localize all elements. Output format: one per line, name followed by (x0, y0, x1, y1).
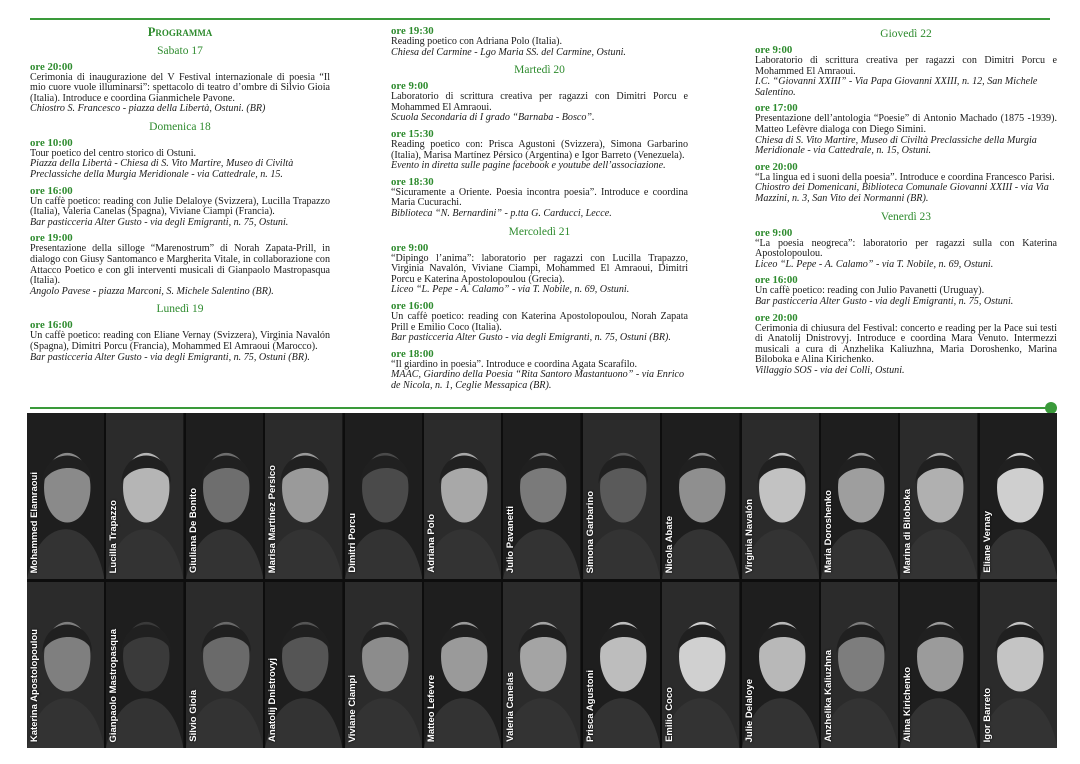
event-time: ore 19:00 (30, 232, 73, 245)
event-venue: Angolo Pavese - piazza Marconi, S. Michele Salentino (BR). (30, 285, 274, 297)
programme-event (391, 177, 688, 220)
event-description: “Dipingo l’anima”: laboratorio per ragazzi con Lucilla Trapazzo, Virginia Navalón, Viviane Ciampi, Mohammed El Amraoui, Dimitri Porcu e Katerina Apostolopoulou (Grecia). (391, 252, 688, 285)
portrait-name-label: Anzhelika Kaliuzhna (822, 650, 834, 742)
day-heading: Domenica 18 (149, 120, 211, 133)
portrait-name-label: Matteo Lefevre (425, 674, 437, 742)
event-description: Un caffè poetico: reading con Julio Pavanetti (Uruguay). (755, 285, 985, 297)
event-time: ore 15:30 (391, 127, 434, 140)
portrait-row-1 (27, 413, 1057, 579)
programme-column-1 (30, 26, 330, 363)
portrait-name-label: Dimitri Porcu (346, 513, 358, 573)
poet-portrait (980, 413, 1057, 579)
portrait-name-label: Maria Doroshenko (822, 490, 834, 573)
portrait-name-label: Marina di Biloboka (902, 488, 914, 573)
event-description: “La lingua ed i suoni della poesia”. Introduce e coordina Francesco Parisi. (755, 171, 1055, 183)
poet-portrait (742, 413, 819, 579)
day-heading: Giovedì 22 (880, 28, 932, 40)
event-description: Reading poetico con Adriana Polo (Italia). (391, 36, 562, 47)
portrait-name-label: Marisa Martínez Persico (267, 464, 279, 573)
portrait-name-label: Silvio Gioia (187, 690, 199, 742)
event-time: ore 18:30 (391, 175, 434, 188)
portrait-name-label: Giuliana De Bonito (187, 488, 199, 573)
programme-event (755, 275, 1057, 307)
event-description: Un caffè poetico: reading con Eliane Vernay (Svizzera), Virginia Navalón (Spagna), Dimitri Porcu (Francia), Mohammed El Amraoui (Marocco). (30, 330, 330, 352)
programme-event (30, 320, 330, 363)
portrait-name-label: Virginia Navalón (743, 498, 755, 573)
event-venue: Bar pasticceria Alter Gusto - via degli Emigranti, n. 75, Ostuni. (755, 295, 1014, 307)
portrait-name-label: Simona Garbarino (584, 490, 596, 573)
event-time: ore 16:00 (30, 319, 73, 332)
portrait-name-label: Prisca Agustoni (584, 670, 596, 742)
portrait-name-label: Katerina Apostolopoulou (29, 628, 40, 742)
portrait-name-label: Eliane Vernay (981, 511, 993, 573)
event-venue: Scuola Secondaria di I grado “Barnaba - Bosco”. (391, 112, 595, 124)
event-time: ore 20:00 (30, 60, 73, 73)
poet-portrait (821, 582, 898, 748)
event-time: ore 20:00 (755, 160, 798, 173)
event-venue: Piazza della Libertà - Chiesa di S. Vito Martire, Museo di Civiltà Preclassiche della Murgia Meridionale - via Cattedrale, n. 15. (30, 158, 294, 181)
portrait-name-label: Gianpaolo Mastropasqua (108, 628, 120, 742)
programme-event (391, 349, 688, 392)
poet-portrait (265, 413, 342, 579)
poets-photo-gallery (27, 413, 1057, 748)
portrait-name-label: Anatolij Dnistrovyj (267, 658, 279, 742)
event-description: Presentazione della silloge “Marenostrum” di Norah Zapata-Prill, in dialogo con Giusy Santomanco e Margherita Vitale, in collaborazione con Attacco Poetico e con gli interventi musicali di Gianpaolo Mastropasqua (Italia). (30, 243, 330, 287)
programme-title: Programma (147, 25, 213, 39)
poet-portrait (106, 413, 183, 579)
event-venue: Chiesa di S. Vito Martire, Museo di Civiltà Preclassiche della Murgia Meridionale - via Cattedrale, n. 15, Ostuni. (755, 134, 1037, 157)
poet-portrait (27, 582, 104, 748)
programme-event (391, 129, 688, 172)
event-venue: MAAC, Giardino della Poesia “Rita Santoro Mastantuono” - via Enrico de Nicola, n. 1, Ceglie Messapica (BR). (391, 369, 685, 391)
event-time: ore 16:00 (755, 274, 798, 287)
event-venue: Evento in diretta sulle pagine facebook e youtube dell’associazione. (391, 160, 666, 172)
portrait-name-label: Igor Barreto (981, 687, 993, 742)
poet-portrait (583, 413, 660, 579)
event-time: ore 10:00 (30, 136, 73, 149)
event-description: Reading poetico con: Prisca Agustoni (Svizzera), Simona Garbarino (Italia), Marisa Martínez Pérsico (Argentina) e Igor Barreto (Venezuela). (391, 138, 688, 161)
event-time: ore 9:00 (755, 44, 793, 56)
event-description: “Il giardino in poesia”. Introduce e coordina Agata Scarafilo. (391, 358, 638, 370)
programme-event (391, 243, 688, 296)
event-description: Laboratorio di scrittura creativa per ragazzi con Dimitri Porcu e Mohammed El Amraoui. (391, 91, 688, 113)
programme-event (755, 103, 1057, 156)
event-time: ore 19:30 (391, 25, 434, 37)
event-venue: Chiostro dei Domenicani, Biblioteca Comunale Giovanni XXIII - via Via Mazzini, n. 3, San Vito dei Normanni (BR). (755, 182, 1049, 204)
event-venue: Bar pasticceria Alter Gusto - via degli Emigranti, n. 75, Ostuni (BR). (30, 351, 310, 363)
event-description: Un caffè poetico: reading con Katerina Apostolopoulou, Norah Zapata Prill e Emilio Coco (Italia). (391, 310, 688, 333)
programme-event (755, 162, 1057, 205)
portrait-name-label: Alina Kirichenko (902, 667, 914, 742)
gallery-divider (30, 407, 1046, 409)
day-heading: Sabato 17 (157, 44, 203, 57)
poet-portrait (662, 582, 739, 748)
event-time: ore 9:00 (391, 80, 429, 93)
portrait-name-label: Mohammed Elamraoui (29, 471, 40, 573)
event-time: ore 20:00 (755, 311, 798, 324)
poet-portrait (345, 582, 422, 748)
poet-portrait (424, 413, 501, 579)
portrait-name-label: Julio Pavanetti (505, 505, 517, 573)
poet-portrait (265, 582, 342, 748)
event-description: Presentazione dell’antologia “Poesie” di Antonio Machado (1875 -1939). Matteo Lefèvre dialoga con Diego Simini. (755, 113, 1057, 135)
portrait-name-label: Emilio Coco (664, 687, 676, 742)
event-venue: Biblioteca “N. Bernardini” - p.tta G. Carducci, Lecce. (391, 207, 612, 219)
portrait-name-label: Adriana Polo (425, 514, 437, 573)
event-venue: Liceo “L. Pepe - A. Calamo” - via T. Nobile, n. 69, Ostuni. (391, 284, 630, 296)
poet-portrait (583, 582, 660, 748)
programme-column-3 (755, 26, 1057, 376)
poet-portrait (503, 582, 580, 748)
event-time: ore 16:00 (391, 299, 434, 312)
poet-portrait (424, 582, 501, 748)
poet-portrait (742, 582, 819, 748)
event-venue: Villaggio SOS - via dei Colli, Ostuni. (755, 364, 905, 376)
programme-event (391, 81, 688, 124)
top-divider (30, 18, 1050, 20)
portrait-name-label: Viviane Ciampi (346, 674, 358, 742)
poet-portrait (186, 413, 263, 579)
event-description: “Sicuramente a Oriente. Poesia incontra poesia”. Introduce e coordina Maria Cucurachi. (391, 186, 688, 209)
poet-portrait (900, 413, 977, 579)
event-description: “La poesia neogreca”: laboratorio per ragazzi sulla con Katerina Apostolopoulou. (755, 237, 1057, 260)
event-time: ore 16:00 (30, 184, 73, 197)
poet-portrait (900, 582, 977, 748)
day-heading: Venerdì 23 (880, 210, 932, 223)
portrait-name-label: Julie Delaloye (743, 678, 755, 742)
day-heading: Mercoledì 21 (508, 225, 571, 238)
programme-event (30, 138, 330, 181)
portrait-name-label: Valeria Canelas (505, 672, 517, 742)
programme-event (391, 301, 688, 344)
event-venue: I.C. “Giovanni XXIII” - Via Papa Giovanni XXIII, n. 12, San Michele Salentino. (755, 76, 1038, 98)
event-description: Tour poetico del centro storico di Ostuni. (30, 147, 197, 159)
event-venue: Chiesa del Carmine - Lgo Maria SS. del Carmine, Ostuni. (391, 46, 626, 58)
poet-portrait (106, 582, 183, 748)
programme-event (30, 62, 330, 115)
poet-portrait (503, 413, 580, 579)
portrait-name-label: Nicola Abate (664, 515, 676, 573)
poet-portrait (980, 582, 1057, 748)
programme-event (30, 186, 330, 229)
programme-event (30, 233, 330, 297)
event-time: ore 18:00 (391, 347, 434, 360)
poet-portrait (27, 413, 104, 579)
poet-portrait (662, 413, 739, 579)
portrait-row-2 (27, 582, 1057, 748)
event-venue: Bar pasticceria Alter Gusto - via degli Emigranti, n. 75, Ostuni. (30, 216, 289, 228)
poet-portrait (821, 413, 898, 579)
programme-event (755, 228, 1057, 271)
event-description: Un caffè poetico: reading con Julie Delaloye (Svizzera), Lucilla Trapazzo (Italia), Valeria Canelas (Spagna), Viviane Ciampi (Francia). (30, 195, 330, 218)
event-time: ore 9:00 (391, 241, 429, 254)
portrait-name-label: Lucilla Trapazzo (108, 499, 120, 573)
event-description: Cerimonia di inaugurazione del V Festival internazionale di poesia “Il mio cuore vuole illuminarsi”: spettacolo di teatro d’ombre di Silvio Gioia (Italia). Introduce e coordina Gianmichele Pavone. (30, 71, 330, 104)
programme-event (755, 45, 1057, 98)
event-description: Laboratorio di scrittura creativa per ragazzi con Dimitri Porcu e Mohammed El Amraoui. (755, 55, 1057, 77)
programme-event (391, 26, 688, 58)
event-time: ore 9:00 (755, 226, 793, 239)
programme-event (755, 313, 1057, 377)
event-time: ore 17:00 (755, 102, 798, 115)
poet-portrait (186, 582, 263, 748)
event-venue: Bar pasticceria Alter Gusto - via degli Emigranti, n. 75, Ostuni (BR). (391, 332, 671, 344)
poet-portrait (345, 413, 422, 579)
day-heading: Lunedì 19 (156, 303, 204, 316)
day-heading: Martedì 20 (514, 64, 565, 77)
event-venue: Chiostro S. Francesco - piazza della Libertà, Ostuni. (BR) (30, 103, 266, 115)
event-description: Cerimonia di chiusura del Festival: concerto e reading per la Pace sui testi di Anatolij Dnistrovyj. Introduce e coordina Mara Venuto. Intermezzi musicali a cura di Anzhelika Kaliuzhna, Maria Doroshenko, Marina Biloboka e Alina Kirichenko. (755, 322, 1057, 366)
programme-column-2 (391, 26, 688, 391)
event-venue: Liceo “L. Pepe - A. Calamo” - via T. Nobile, n. 69, Ostuni. (755, 258, 994, 270)
